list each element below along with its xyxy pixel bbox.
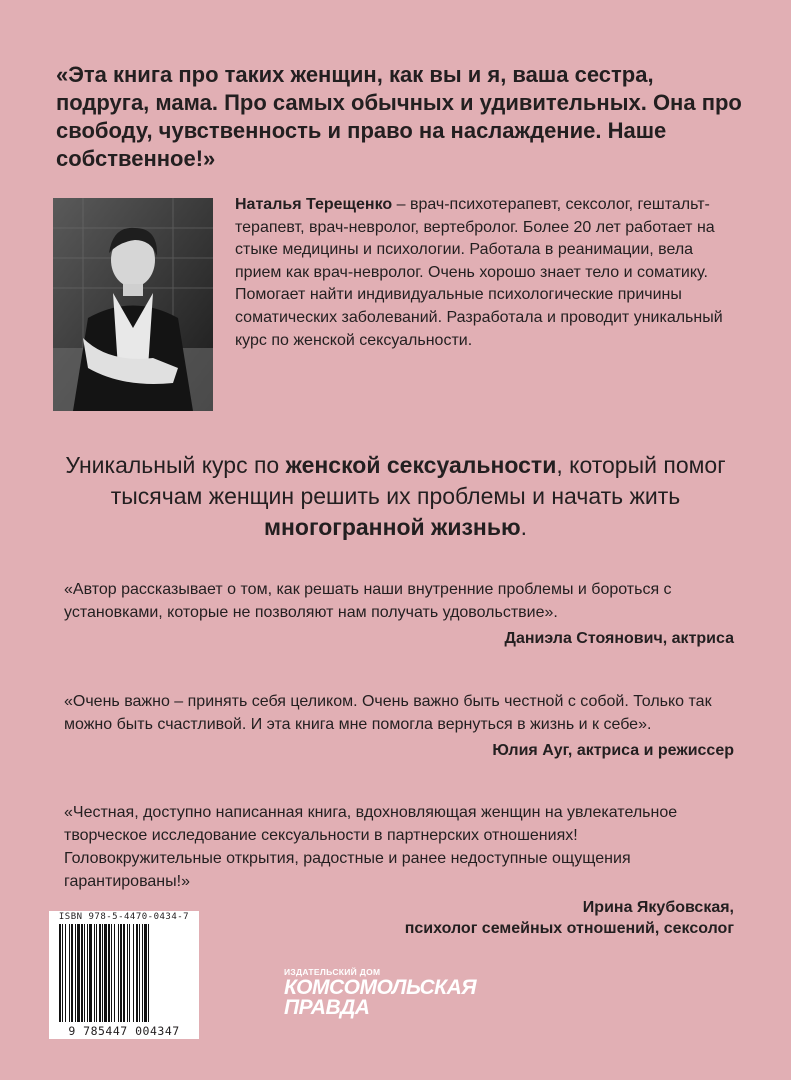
course-text-2: , который помог тысячам женщин решить их проблемы и начать жить (110, 452, 726, 509)
barcode-digits: 9 785447 004347 (68, 1024, 180, 1038)
review-text: «Честная, доступно написанная книга, вдохновляющая женщин на увлекательное творческое исследование сексуальности в партнерских отношениях! Головокружительные открытия, радостные и ранее недоступные ощущения гарантированы!» (64, 804, 678, 890)
review (64, 690, 734, 762)
review-author: Даниэла Стоянович, актриса (504, 630, 734, 647)
review-author-title: психолог семейных отношений, сексолог (404, 920, 734, 937)
review (64, 578, 734, 650)
publisher-name-line1: КОМСОМОЛЬСКАЯ (284, 976, 477, 999)
author-bio-text: – врач-психотерапевт, сексолог, гештальт-терапевт, врач-невролог, вертебролог. Более 20 лет работает на стыке медицины и психологии. Работала в реанимации, вела прием как врач-невролог. Очень хорошо знает тело и соматику. Помогает найти индивидуальные психологические причины соматических заболеваний. Разработала и проводит уникальный курс по женской сексуальности. (235, 196, 723, 349)
isbn-label: ISBN 978-5-4470-0434-7 (58, 912, 190, 922)
barcode-bars (49, 911, 199, 1039)
barcode (49, 911, 199, 1039)
author-photo (53, 198, 213, 411)
top-quote: «Эта книга про таких женщин, как вы и я, ваша сестра, подруга, мама. Про самых обычных и удивительных. Она про свободу, чувственность и право на наслаждение. Наше собственное!» (56, 62, 742, 171)
publisher-name-line2: ПРАВДА (284, 996, 370, 1019)
review-text: «Автор рассказывает о том, как решать наши внутренние проблемы и бороться с установками, которые не позволяют нам получать удовольствие». (64, 581, 672, 621)
author-name: Наталья Терещенко (235, 196, 393, 213)
course-text-3: . (520, 514, 527, 540)
course-statement (40, 450, 751, 543)
author-bio (235, 194, 735, 352)
publisher-logo (284, 967, 484, 1018)
review-author-name: Ирина Якубовская, (582, 899, 734, 916)
review-author: Юлия Ауг, актриса и режиссер (492, 742, 734, 759)
course-bold-1: женской сексуальности (285, 452, 557, 478)
review-text: «Очень важно – принять себя целиком. Очень важно быть честной с собой. Только так можно быть счастливой. И эта книга мне помогла вернуться в жизнь и к себе». (64, 693, 712, 733)
publisher-subtitle: ИЗДАТЕЛЬСКИЙ ДОМ (284, 967, 381, 977)
course-text-1: Уникальный курс по (65, 452, 286, 478)
course-bold-2: многогранной жизнью (263, 514, 521, 540)
